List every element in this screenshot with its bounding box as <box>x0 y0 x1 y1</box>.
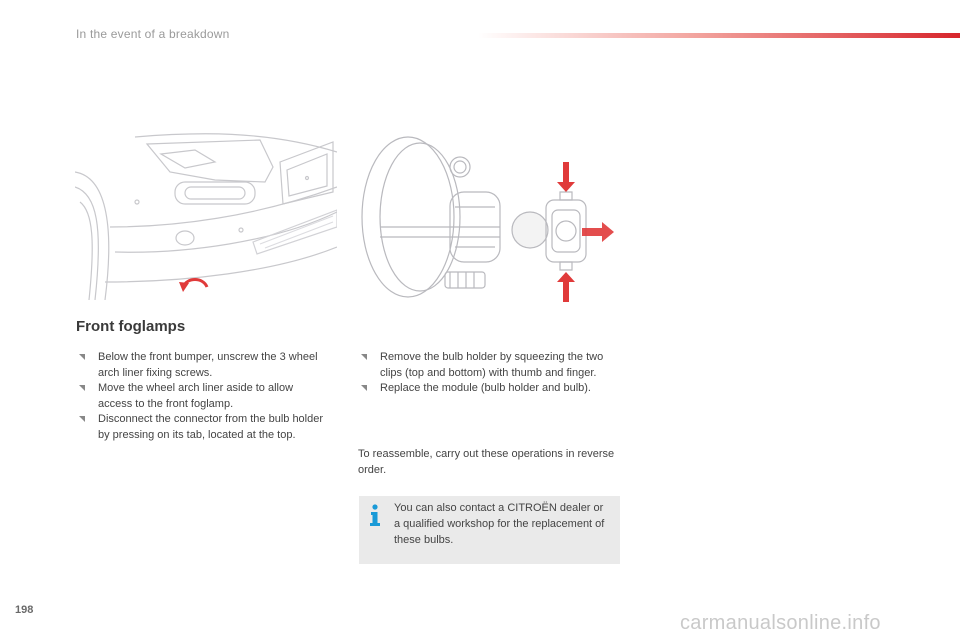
checkbox-bullet-icon <box>360 353 368 361</box>
instruction-steps-right <box>360 350 628 397</box>
step-text: Below the front bumper, unscrew the 3 wheel arch liner fixing screws. <box>98 351 318 379</box>
checkbox-bullet-icon <box>78 384 86 392</box>
front-bumper-illustration <box>75 132 337 300</box>
header-section-title: In the event of a breakdown <box>76 27 230 41</box>
page-number: 198 <box>15 604 34 616</box>
list-item <box>78 350 328 381</box>
section-title: Front foglamps <box>76 318 186 335</box>
watermark: carmanualsonline.info <box>680 612 881 634</box>
step-text: Move the wheel arch liner aside to allow access to the front foglamp. <box>98 382 294 410</box>
list-item <box>360 350 628 381</box>
checkbox-bullet-icon <box>78 353 86 361</box>
list-item <box>78 381 328 412</box>
header-accent-bar <box>478 33 960 38</box>
checkbox-bullet-icon <box>360 384 368 392</box>
info-box <box>359 496 620 564</box>
squeeze-arrows-icon <box>557 162 614 302</box>
checkbox-bullet-icon <box>78 415 86 423</box>
step-text: Disconnect the connector from the bulb holder by pressing on its tab, located at the top. <box>98 413 324 441</box>
unscrew-arrow-icon <box>179 280 207 293</box>
list-item <box>78 412 328 443</box>
info-text: You can also contact a CITROËN dealer or a qualified workshop for the replacement of these bulbs. <box>394 502 605 546</box>
instruction-steps-left <box>78 350 328 443</box>
step-text: Remove the bulb holder by squeezing the two clips (top and bottom) with thumb and finger. <box>380 351 604 379</box>
list-item <box>360 381 628 397</box>
info-icon <box>369 504 381 526</box>
foglamp-bulb-holder-illustration <box>360 132 622 302</box>
step-text: Replace the module (bulb holder and bulb). <box>380 382 591 394</box>
reassemble-note: To reassemble, carry out these operations in reverse order. <box>358 448 615 476</box>
